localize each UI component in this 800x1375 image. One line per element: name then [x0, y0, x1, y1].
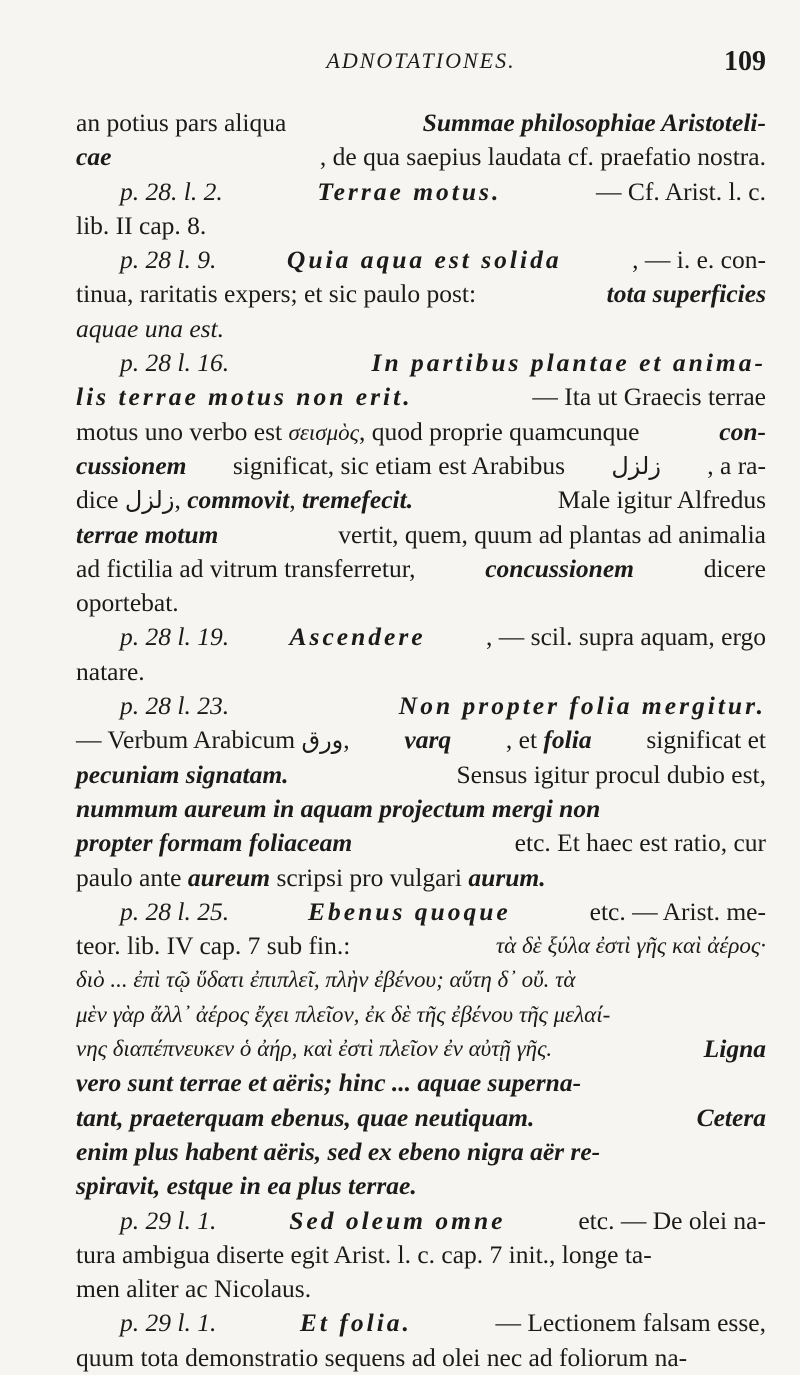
- text-line: [76, 861, 766, 895]
- text-segment: etc. — De olei na-: [578, 1205, 766, 1235]
- text-segment: etc. — Arist. me-: [589, 896, 766, 926]
- text-line: [76, 1101, 766, 1135]
- text-segment: men aliter ac Nicolaus.: [76, 1274, 312, 1304]
- text-line: [76, 209, 766, 243]
- reference-line: [76, 620, 766, 654]
- text-segment: ad fictilia ad vitrum transferretur,: [76, 553, 416, 583]
- italic-phrase: nummum aureum in aquam projectum mergi non: [76, 793, 601, 823]
- page-number: 109: [724, 46, 766, 77]
- reference-line: [76, 1204, 766, 1238]
- page-line-reference: p. 28 l. 16.: [120, 348, 230, 378]
- page-line-reference: p. 28 l. 19.: [120, 622, 230, 652]
- text-segment: teor. lib. IV cap. 7 sub fin.:: [76, 931, 351, 961]
- greek-quotation: τὰ δὲ ξύλα ἐστὶ γῆς καὶ ἀέρος·: [495, 933, 766, 959]
- arabic-word: زلزل: [611, 451, 661, 480]
- greek-quotation: νης διαπέπνευκεν ὁ ἀήρ, καὶ ἐστὶ πλεῖον ἐν αὐτῇ γῆς.: [76, 1036, 553, 1062]
- text-line: [76, 723, 766, 757]
- text-segment: motus uno verbo est σεισμὸς, quod proprie quamcunque: [76, 416, 640, 446]
- text-line: [76, 655, 766, 689]
- text-line: [76, 312, 766, 346]
- text-line: [76, 758, 766, 792]
- reference-line: [76, 346, 766, 380]
- text-line: [76, 586, 766, 620]
- text-segment: , — scil. supra aquam, ergo: [486, 622, 766, 652]
- text-line: [76, 792, 766, 826]
- italic-phrase: tant, praeterquam ebenus, quae neutiquam.: [76, 1102, 535, 1132]
- text-segment: etc. Et haec est ratio, cur: [514, 828, 766, 858]
- italic-phrase: varq: [404, 725, 452, 755]
- page-line-reference: p. 29 l. 1.: [120, 1308, 217, 1338]
- italic-phrase: pecuniam signatam.: [76, 759, 289, 789]
- lemma: Non propter folia mergitur.: [398, 691, 766, 721]
- text-segment: dice زلزل, commovit, tremefecit.: [76, 485, 414, 515]
- text-line: [76, 552, 766, 586]
- text-line: [76, 1341, 766, 1375]
- text-line: [76, 1066, 766, 1100]
- text-line: [76, 929, 766, 963]
- text-segment: — Lectionem falsam esse,: [495, 1308, 766, 1338]
- italic-phrase: vero sunt terrae et aëris; hinc ... aquae superna-: [76, 1068, 582, 1098]
- text-segment: , et folia: [505, 725, 592, 755]
- text-segment: — Ita ut Graecis terrae: [532, 382, 766, 412]
- text-segment: Male igitur Alfredus: [557, 485, 766, 515]
- arabic-word: زلزل: [124, 486, 175, 515]
- text-line: [76, 1169, 766, 1203]
- text-segment: oportebat.: [76, 588, 179, 618]
- text-segment: significat, sic etiam est Arabibus: [232, 450, 565, 480]
- text-segment: significat et: [646, 725, 766, 755]
- italic-phrase: terrae motum: [76, 519, 219, 549]
- text-line: [76, 483, 766, 517]
- text-segment: dicere: [703, 553, 766, 583]
- page-line-reference: p. 29 l. 1.: [120, 1205, 217, 1235]
- text-line: [76, 963, 766, 997]
- text-segment: lib. II cap. 8.: [76, 210, 207, 240]
- greek-quotation: διὸ ... ἐπὶ τῷ ὕδατι ἐπιπλεῖ, πλὴν ἐβένου; αὕτη δ᾽ οὔ. τὰ: [76, 967, 576, 993]
- text-segment: — Verbum Arabicum ورق,: [76, 725, 350, 755]
- italic-phrase: enim plus habent aëris, sed ex ebeno nigra aër re-: [76, 1136, 601, 1166]
- page-line-reference: p. 28 l. 23.: [120, 691, 230, 721]
- italic-phrase: tota superficies: [606, 279, 766, 309]
- italic-phrase: Ligna: [703, 1034, 766, 1064]
- italic-phrase: aquae una est.: [76, 313, 225, 343]
- arabic-word: ورق: [301, 726, 344, 755]
- reference-line: [76, 895, 766, 929]
- page-line-reference: p. 28. l. 2.: [120, 176, 223, 206]
- running-head: ADNOTATIONES.: [326, 48, 516, 73]
- greek-quotation: μὲν γὰρ ἄλλ᾽ ἀέρος ἔχει πλεῖον, ἐκ δὲ τῆς ἐβένου τῆς μελαί-: [76, 1001, 611, 1027]
- text-line: [76, 140, 766, 174]
- text-segment: tinua, raritatis expers; et sic paulo post:: [76, 279, 477, 309]
- text-segment: quum tota demonstratio sequens ad olei nec ad foliorum na-: [76, 1342, 688, 1372]
- annotation-text: [76, 106, 766, 1375]
- text-segment: vertit, quem, quum ad plantas ad animalia: [338, 519, 766, 549]
- text-segment: , — i. e. con-: [632, 245, 766, 275]
- text-line: [76, 449, 766, 483]
- italic-title: cae: [76, 142, 112, 172]
- italic-phrase: concussionem: [485, 553, 635, 583]
- text-segment: tura ambigua diserte egit Arist. l. c. cap. 7 init., longe ta-: [76, 1239, 652, 1269]
- text-line: [76, 415, 766, 449]
- lemma: Et folia.: [299, 1308, 412, 1338]
- text-segment: , de qua saepius laudata cf. praefatio nostra.: [319, 142, 766, 172]
- italic-phrase: spiravit, estque in ea plus terrae.: [76, 1171, 417, 1201]
- lemma: Ebenus quoque: [308, 896, 511, 926]
- italic-title: Summae philosophiae Aristoteli-: [422, 108, 766, 137]
- text-segment: Sensus igitur procul dubio est,: [456, 759, 766, 789]
- text-line: [76, 998, 766, 1032]
- text-line: [76, 106, 766, 140]
- italic-phrase: Cetera: [696, 1102, 766, 1132]
- lemma: lis terrae motus non erit.: [76, 382, 413, 412]
- lemma: Terrae motus.: [317, 176, 502, 206]
- text-segment: natare.: [76, 656, 145, 686]
- text-segment: — Cf. Arist. l. c.: [596, 176, 766, 206]
- reference-line: [76, 1306, 766, 1340]
- text-segment: , a ra-: [707, 450, 766, 480]
- greek-word: σεισμὸς: [288, 419, 360, 445]
- text-line: [76, 1238, 766, 1272]
- lemma: In partibus plantae et anima-: [371, 348, 766, 378]
- reference-line: [76, 175, 766, 209]
- lemma: Quia aqua est solida: [286, 245, 562, 275]
- text-line: [76, 277, 766, 311]
- text-line: [76, 1032, 766, 1066]
- lemma: Ascendere: [289, 622, 426, 652]
- page-line-reference: p. 28 l. 25.: [120, 896, 230, 926]
- lemma: Sed oleum omne: [289, 1205, 506, 1235]
- italic-phrase: con-: [719, 416, 766, 446]
- italic-phrase: cussionem: [76, 450, 187, 480]
- page-line-reference: p. 28 l. 9.: [120, 245, 217, 275]
- text-line: [76, 518, 766, 552]
- text-line: [76, 1272, 766, 1306]
- text-segment: an potius pars aliqua: [76, 108, 287, 137]
- page-header: [76, 48, 766, 88]
- text-line: [76, 380, 766, 414]
- reference-line: [76, 689, 766, 723]
- text-line: [76, 826, 766, 860]
- text-line: [76, 1135, 766, 1169]
- reference-line: [76, 243, 766, 277]
- text-segment: paulo ante aureum scripsi pro vulgari aurum.: [76, 862, 546, 892]
- italic-phrase: propter formam foliaceam: [76, 828, 353, 858]
